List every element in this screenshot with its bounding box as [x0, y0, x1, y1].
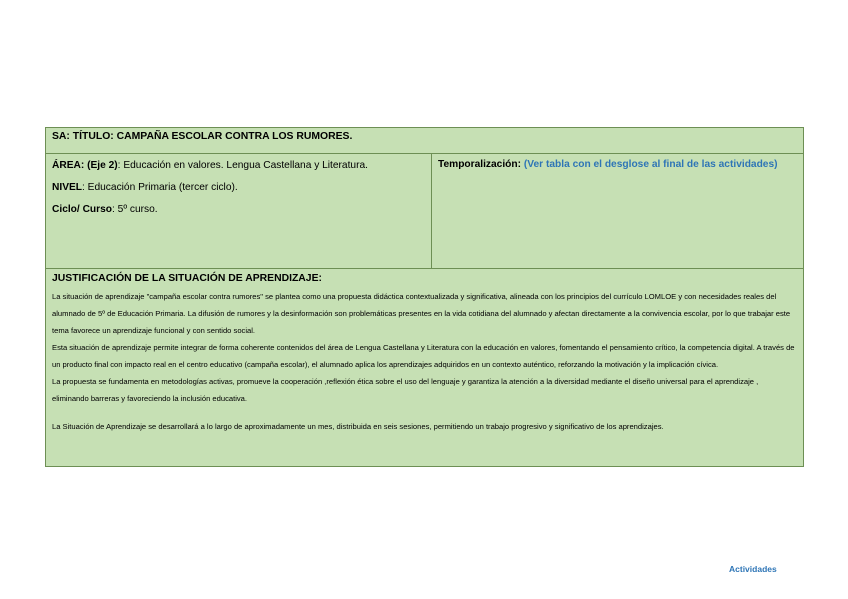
- ciclo-line: [52, 203, 425, 216]
- area-value: : Educación en valores. Lengua Castellana y Literatura.: [117, 160, 368, 171]
- justificacion-heading: JUSTIFICACIÓN DE LA SITUACIÓN DE APRENDIZAJE:: [52, 273, 322, 284]
- nivel-value: : Educación Primaria (tercer ciclo).: [82, 182, 238, 193]
- justificacion-paragraph-3: La propuesta se fundamenta en metodologías activas, promueve la cooperación ,reflexión ética sobre el uso del lenguaje y garantiza la atención a la diversidad mediante el diseño universal para el aprendizaje , eliminando barreras y favoreciendo la inclusión educativa.: [52, 377, 759, 403]
- title-cell: [46, 128, 804, 154]
- actividades-link[interactable]: Actividades: [729, 564, 777, 574]
- nivel-line: [52, 181, 425, 194]
- justificacion-paragraph-1: La situación de aprendizaje "campaña escolar contra rumores" se plantea como una propuesta didáctica contextualizada y significativa, alineada con los principios del currículo LOMLOE y con necesidades reales del alumnado de 5º de Educación Primaria. La difusión de rumores y la desinformación son problemáticas presentes en la vida cotidiana del alumnado y afectan directamente a la convivencia escolar, por lo que trabajar este tema favorece un aprendizaje funcional y con sentido social.: [52, 292, 791, 335]
- sa-title: SA: TÍTULO: CAMPAÑA ESCOLAR CONTRA LOS RUMORES.: [52, 131, 353, 142]
- justificacion-cell: [46, 269, 804, 467]
- temporalizacion-label: Temporalización:: [438, 159, 522, 170]
- justificacion-paragraph-2: Esta situación de aprendizaje permite integrar de forma coherente contenidos del área de Lengua Castellana y Literatura con la educación en valores, fomentando el pensamiento crítico, la competencia digital. A través de un producto final con impacto real en el centro educativo (campaña escolar), el alumnado aplica los aprendizajes adquiridos en un contexto auténtico, reforzando la motivación y la implicación cívica.: [52, 343, 795, 369]
- ciclo-value: : 5º curso.: [112, 204, 158, 215]
- situacion-aprendizaje-table: [45, 127, 804, 467]
- area-cell: [46, 154, 432, 269]
- area-label: ÁREA: (Eje 2): [52, 160, 118, 171]
- ciclo-label: Ciclo/ Curso: [52, 204, 113, 215]
- area-line: [52, 159, 425, 172]
- nivel-label: NIVEL: [52, 182, 83, 193]
- temporalizacion-note: (Ver tabla con el desglose al final de las actividades): [523, 159, 778, 170]
- justificacion-body: [52, 288, 797, 435]
- justificacion-paragraph-4: La Situación de Aprendizaje se desarrollará a lo largo de aproximadamente un mes, distribuida en seis sesiones, permitiendo un trabajo progresivo y significativo de los aprendizajes.: [52, 422, 664, 431]
- temporalizacion-cell: [432, 154, 804, 269]
